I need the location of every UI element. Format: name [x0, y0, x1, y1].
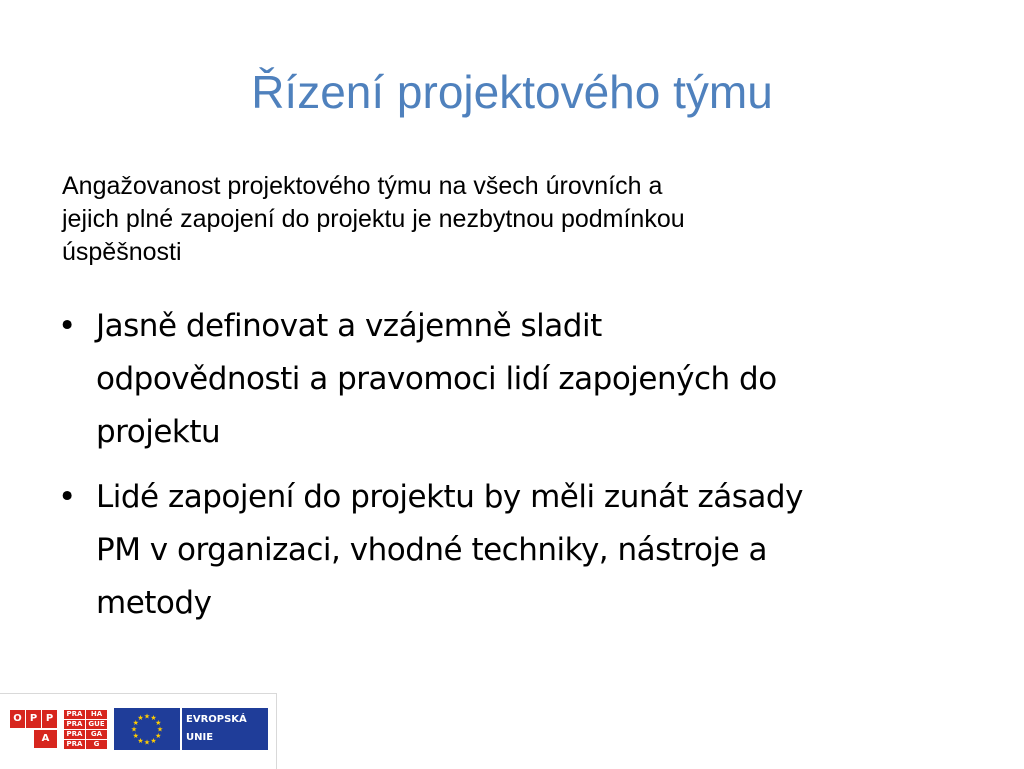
praha-cell: PRA — [64, 720, 85, 729]
bullet-line: odpovědnosti a pravomoci lidí zapojených do — [96, 361, 777, 397]
eu-label-line: EVROPSKÁ — [186, 714, 247, 725]
oppa-letter: P — [26, 710, 41, 728]
bullet-item — [58, 300, 978, 459]
eu-star-icon: ★ — [155, 720, 162, 727]
eu-star-icon: ★ — [137, 715, 144, 723]
bullet-line: Jasně definovat a vzájemně sladit — [96, 308, 602, 344]
funding-logo-bar — [0, 693, 277, 769]
bullet-marker: • — [58, 479, 77, 515]
praha-cell: PRA — [64, 740, 85, 749]
oppa-letter: P — [42, 710, 57, 728]
eu-star-icon: ★ — [137, 737, 144, 745]
eu-star-icon: ★ — [150, 715, 157, 723]
bullet-item — [58, 471, 978, 630]
slide-title: Řízení projektového týmu — [251, 66, 773, 118]
eu-flag-icon — [114, 708, 180, 750]
intro-line: úspěšnosti — [62, 238, 182, 266]
eu-star-icon: ★ — [132, 720, 139, 727]
oppa-logo — [10, 710, 58, 748]
praha-cell: PRA — [64, 730, 85, 739]
bullet-line: projektu — [96, 414, 221, 450]
praha-cell: PRA — [64, 710, 85, 719]
oppa-letter: O — [10, 710, 25, 728]
intro-paragraph — [62, 170, 942, 269]
eu-star-icon: ★ — [150, 737, 157, 745]
eu-label-line: UNIE — [186, 732, 214, 743]
eu-star-icon: ★ — [143, 713, 151, 721]
praha-cell: G — [86, 740, 107, 749]
praha-cell: GA — [86, 730, 107, 739]
praha-cell: HA — [86, 710, 107, 719]
eu-star-icon: ★ — [156, 726, 164, 734]
intro-line: jejich plné zapojení do projektu je nezbytnou podmínkou — [62, 205, 685, 233]
bullet-list — [58, 300, 978, 642]
bullet-line: PM v organizaci, vhodné techniky, nástroje a — [96, 532, 768, 568]
eu-star-icon: ★ — [155, 733, 162, 740]
praha-logo — [64, 710, 108, 748]
eu-label — [182, 708, 268, 750]
bullet-line: Lidé zapojení do projektu by měli zunát zásady — [96, 479, 803, 515]
oppa-letter: A — [34, 730, 57, 748]
eu-star-icon: ★ — [130, 726, 138, 734]
bullet-line: metody — [96, 585, 212, 621]
eu-star-icon: ★ — [143, 739, 151, 747]
praha-cell: GUE — [86, 720, 107, 729]
eu-star-icon: ★ — [132, 733, 139, 740]
bullet-marker: • — [58, 308, 77, 344]
intro-line: Angažovanost projektového týmu na všech úrovních a — [62, 172, 663, 200]
